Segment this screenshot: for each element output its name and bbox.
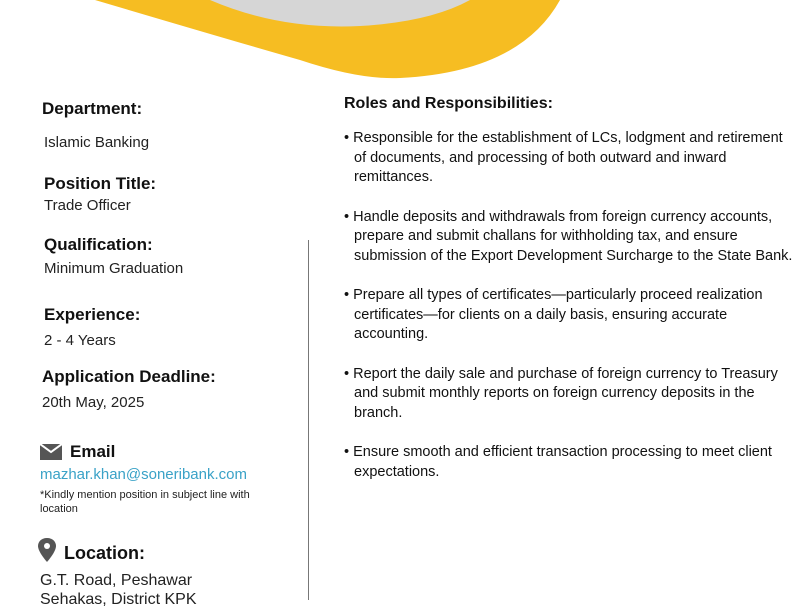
qualification-label: Qualification:	[44, 235, 153, 254]
responsibility-item: • Handle deposits and withdrawals from foreign currency accounts, prepare and submit challans for withholding tax, and ensure submission of the Export Development Surcharge to the State Bank.	[344, 208, 794, 267]
header-swoosh-graphic	[0, 0, 800, 90]
deadline-value: 20th May, 2025	[42, 394, 145, 411]
email-note: *Kindly mention position in subject line with location	[40, 489, 250, 515]
location-label: Location:	[64, 543, 145, 563]
department-label: Department:	[42, 99, 143, 118]
location-line2: Sehakas, District KPK	[40, 591, 197, 608]
responsibilities-section	[344, 95, 794, 502]
qualification-value: Minimum Graduation	[44, 260, 184, 277]
responsibility-item: • Ensure smooth and efficient transaction processing to meet client expectations.	[344, 443, 794, 482]
position-label: Position Title:	[44, 174, 157, 193]
email-label: Email	[70, 442, 116, 461]
column-divider	[308, 240, 309, 600]
responsibility-item: • Prepare all types of certificates—particularly proceed realization certificates—for clients on a daily basis, ensuring accurate accounting.	[344, 286, 794, 345]
experience-label: Experience:	[44, 305, 141, 324]
department-value: Islamic Banking	[44, 134, 150, 151]
location-pin-icon	[38, 538, 56, 562]
responsibilities-title: Roles and Responsibilities:	[344, 95, 553, 112]
deadline-label: Application Deadline:	[42, 367, 216, 386]
responsibility-item: • Report the daily sale and purchase of foreign currency to Treasury and submit monthly reports on foreign currency deposits in the branch.	[344, 365, 794, 424]
location-line1: G.T. Road, Peshawar	[40, 572, 193, 589]
responsibility-item: • Responsible for the establishment of LCs, lodgment and retirement of documents, and processing of both outward and inward remittances.	[344, 129, 794, 188]
email-link[interactable]: mazhar.khan@soneribank.com	[40, 466, 247, 483]
position-value: Trade Officer	[44, 197, 131, 214]
envelope-icon	[40, 444, 62, 460]
experience-value: 2 - 4 Years	[44, 332, 116, 349]
